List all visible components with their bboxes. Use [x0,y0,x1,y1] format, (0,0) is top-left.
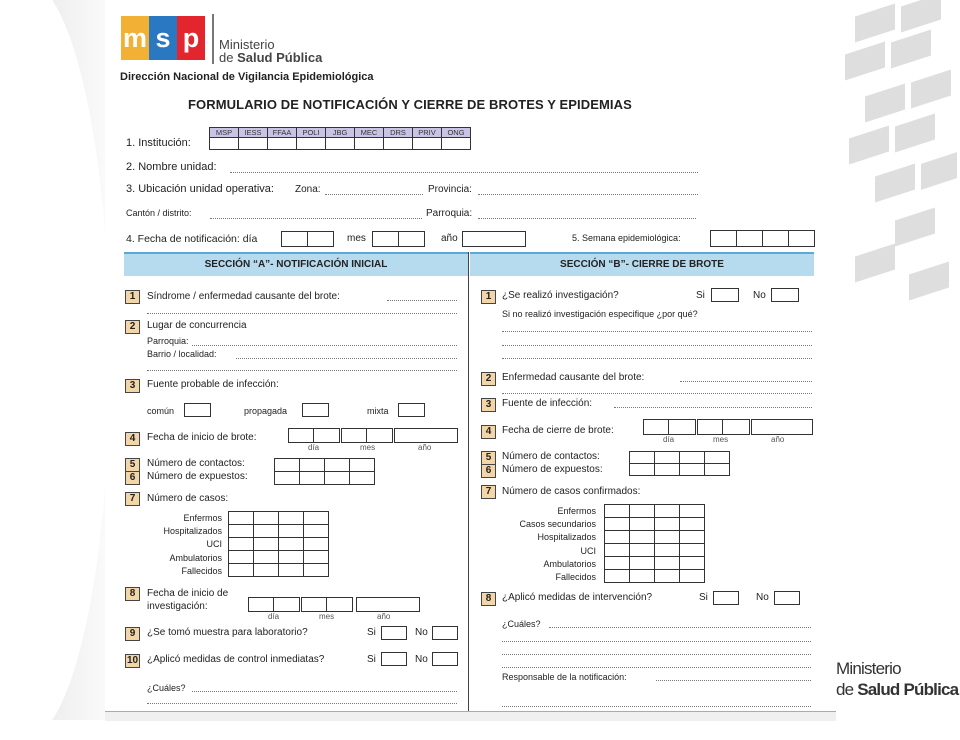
epi-week-label: 5. Semana epidemiológica: [572,233,681,243]
disease-label: Enfermedad causante del brote: [502,372,645,383]
item-number: 1 [125,290,140,304]
intervention-yes-label: Si [699,592,708,603]
cases-label: Número de casos: [147,493,229,504]
lab-sample-yes-checkbox[interactable] [381,626,407,640]
day-caption: día [308,443,320,452]
logo-letter-m: m [121,16,149,60]
lab-sample-label: ¿Se tomó muestra para laboratorio? [147,627,308,638]
closure-date-label: Fecha de cierre de brote: [502,425,614,436]
intervention-which-field-4[interactable] [502,667,811,668]
institution-option[interactable] [442,127,471,150]
syndrome-field-line[interactable] [147,313,457,314]
institution-option[interactable] [297,127,326,150]
place-extra-line[interactable] [147,370,457,371]
table-row[interactable] [229,551,328,564]
institution-option-label: PRIV [413,128,441,138]
parroquia-field[interactable] [478,218,696,219]
institution-option-label: ONG [442,128,470,138]
b-exposed-label: Número de expuestos: [502,464,603,475]
item-number: 9 [125,627,140,641]
month-caption: mes [360,443,376,452]
source-mixed-label: mixta [367,406,389,416]
year-caption: año [418,443,432,452]
intervention-which-field-3[interactable] [502,654,811,655]
zona-label: Zona: [295,184,321,195]
b-contacts-label: Número de contactos: [502,451,600,462]
institution-option-label: POLI [297,128,325,138]
investigation-done-label: ¿Se realizó investigación? [502,290,619,301]
case-row-label: Hospitalizados [163,526,222,537]
institution-option[interactable] [239,127,268,150]
table-row[interactable] [229,564,328,576]
outbreak-start-month[interactable] [341,428,393,443]
investigation-no-checkbox[interactable] [771,288,799,302]
disease-field-2[interactable] [502,393,812,394]
place-parroquia-label: Parroquia: [147,336,189,346]
month-caption: mes [713,435,729,444]
institution-option[interactable] [268,127,297,150]
section-b-header: SECCIÓN “B”- CIERRE DE BROTE [470,252,814,276]
logo-letter-p: p [177,16,205,60]
contacts-exposed-grid[interactable] [274,458,375,485]
footer-salud-publica: de Salud Pública [836,680,959,699]
case-row-label: Fallecidos [555,572,596,583]
control-which-field[interactable] [192,691,457,692]
confirmed-cases-row-labels [495,505,596,584]
item-number: 3 [481,398,496,412]
responsible-field[interactable] [656,680,811,681]
control-yes-checkbox[interactable] [381,652,407,666]
table-row[interactable] [229,512,328,525]
item-number: 7 [481,485,496,499]
b-contacts-exposed-grid[interactable] [629,451,730,476]
institution-option[interactable] [384,127,413,150]
institution-option[interactable] [209,127,239,150]
item-number: 2 [125,320,140,334]
table-row[interactable] [605,518,704,531]
notification-month-field[interactable] [372,231,425,247]
logo-salud-publica: de Salud Pública [219,50,323,65]
syndrome-label: Síndrome / enfermedad causante del brote: [147,291,340,302]
item-number: 5 [481,451,496,465]
investigation-start-month[interactable] [301,597,353,612]
cases-row-labels [144,512,222,578]
investigation-yes-label: Si [696,290,705,301]
institution-option-label: MSP [210,128,238,138]
exposed-label: Número de expuestos: [147,471,248,482]
institution-label: 1. Institución: [126,137,191,149]
place-barrio-field[interactable] [236,358,457,359]
canton-field[interactable] [210,218,422,219]
why-line-3[interactable] [502,358,812,359]
source-propagated-checkbox[interactable] [302,403,329,417]
source-common-checkbox[interactable] [184,403,211,417]
notification-day-field[interactable] [281,231,334,247]
case-row-label: Ambulatorios [543,558,596,569]
section-divider [468,252,469,720]
left-decoration [0,0,105,720]
logo-letter-s: s [149,16,177,60]
epi-week-field[interactable] [710,230,815,247]
closure-month[interactable] [697,419,750,435]
institution-option[interactable] [413,127,442,150]
unit-name-field[interactable] [230,172,698,173]
case-row-label: UCI [580,545,596,556]
section-a-header: SECCIÓN “A”- NOTIFICACIÓN INICIAL [124,252,468,276]
parroquia-label: Parroquia: [426,208,473,219]
case-row-label: Casos secundarios [519,519,596,530]
investigation-start-label-2: investigación: [147,601,208,612]
item-number: 8 [481,592,496,606]
responsible-field-2[interactable] [502,706,811,707]
institution-option-label: DRS [384,128,412,138]
notification-date-label: 4. Fecha de notificación: día [126,233,258,245]
notification-year-field[interactable] [462,231,526,247]
intervention-which-field-2[interactable] [502,641,811,642]
year-caption: año [377,612,391,621]
control-measures-label: ¿Aplicó medidas de control inmediatas? [147,654,325,665]
investigation-why-label: Si no realizó investigación especifique ¿por qué? [502,309,698,319]
investigation-start-year[interactable] [356,597,420,612]
notification-month-label: mes [347,233,366,244]
table-row[interactable] [605,544,704,557]
investigation-start-label: Fecha de inicio de [147,588,229,599]
year-caption: año [771,435,785,444]
disease-field[interactable] [680,381,812,382]
form-title: FORMULARIO DE NOTIFICACIÓN Y CIERRE DE BROTES Y EPIDEMIAS [188,97,632,112]
item-number: 4 [125,432,140,446]
control-which-label: ¿Cuáles? [147,683,186,693]
outbreak-start-year[interactable] [394,428,458,443]
notification-year-label: año [441,233,458,244]
zona-field[interactable] [325,194,423,195]
case-row-label: Hospitalizados [537,532,596,543]
closure-year[interactable] [751,419,813,435]
item-number: 6 [125,471,140,485]
institution-option-label: JBG [326,128,354,138]
contacts-label: Número de contactos: [147,458,245,469]
institution-options [209,127,471,150]
item-number: 2 [481,372,496,386]
logo-ministerio: Ministerio [219,37,275,52]
source-mixed-checkbox[interactable] [398,403,425,417]
msp-logo [121,16,205,60]
why-line-2[interactable] [502,345,812,346]
unit-name-label: 2. Nombre unidad: [126,161,217,173]
canton-label: Cantón / distrito: [126,208,192,218]
item-number: 6 [481,464,496,478]
investigation-start-day[interactable] [248,597,300,612]
source-propagated-label: propagada [244,406,288,416]
item-number: 8 [125,587,140,601]
control-yes-label: Si [367,654,376,665]
investigation-no-label: No [753,290,766,301]
closure-day[interactable] [643,419,696,435]
lab-sample-yes-label: Si [367,627,376,638]
confirmed-cases-grid[interactable] [604,504,705,583]
cases-grid[interactable] [228,511,329,577]
infection-source-label: Fuente de infección: [502,398,593,409]
case-row-label: Enfermos [557,506,596,516]
table-row[interactable] [229,525,328,538]
outbreak-start-day[interactable] [288,428,340,443]
item-number: 7 [125,492,140,506]
day-caption: día [268,612,280,621]
table-row[interactable] [605,570,704,582]
outbreak-start-label: Fecha de inicio de brote: [147,432,257,443]
syndrome-field[interactable] [387,300,457,301]
investigation-yes-checkbox[interactable] [711,288,739,302]
intervention-no-label: No [756,592,769,603]
place-parroquia-field[interactable] [192,345,457,346]
institution-option-label: FFAA [268,128,296,138]
item-number: 10 [126,655,139,666]
source-common-label: común [147,406,175,416]
right-decoration [835,0,960,720]
case-row-label: UCI [206,539,222,550]
table-row[interactable] [229,538,328,551]
control-which-field-2[interactable] [147,703,457,704]
intervention-yes-checkbox[interactable] [713,591,739,605]
item-number: 4 [481,425,496,439]
item-number: 5 [125,458,140,472]
table-row[interactable] [605,505,704,518]
provincia-label: Provincia: [428,184,472,195]
month-caption: mes [319,612,335,621]
why-line-1[interactable] [502,331,812,332]
control-no-label: No [415,654,428,665]
table-row[interactable] [605,557,704,570]
place-barrio-label: Barrio / localidad: [147,349,217,359]
logo-divider [212,14,214,64]
institution-option-label: MEC [355,128,383,138]
table-row[interactable] [605,531,704,544]
case-row-label: Enfermos [183,513,222,523]
case-row-label: Fallecidos [181,565,222,576]
intervention-no-checkbox[interactable] [774,591,800,605]
infection-source-field[interactable] [614,407,812,408]
confirmed-cases-label: Número de casos confirmados: [502,486,641,497]
intervention-which-field[interactable] [549,627,811,628]
case-row-label: Ambulatorios [169,552,222,563]
subtitle: Dirección Nacional de Vigilancia Epidemiológica [120,71,374,83]
place-label: Lugar de concurrencia [147,320,247,331]
control-no-checkbox[interactable] [432,652,458,666]
location-label: 3. Ubicación unidad operativa: [126,183,274,195]
item-number: 1 [481,290,496,304]
day-caption: día [663,435,675,444]
intervention-label: ¿Aplicó medidas de intervención? [502,592,653,603]
institution-option[interactable] [355,127,384,150]
lab-sample-no-label: No [415,627,428,638]
source-label: Fuente probable de infección: [147,379,279,390]
institution-option[interactable] [326,127,355,150]
responsible-label: Responsable de la notificación: [502,672,627,682]
provincia-field[interactable] [478,194,698,195]
intervention-which-label: ¿Cuáles? [502,619,541,629]
item-number: 3 [125,379,140,393]
institution-option-label: IESS [239,128,267,138]
lab-sample-no-checkbox[interactable] [432,626,458,640]
footer-ministerio: Ministerio [836,659,901,678]
